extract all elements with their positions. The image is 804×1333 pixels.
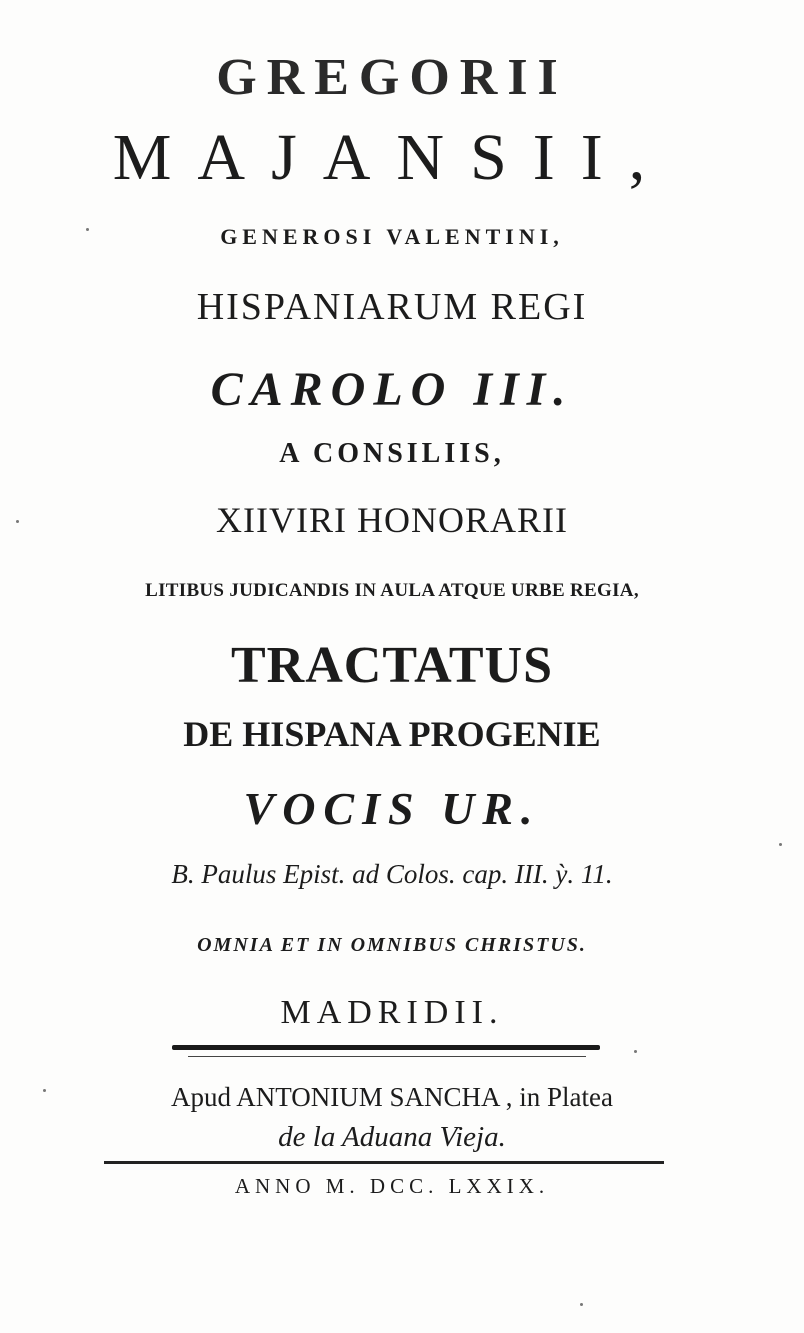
work-title: TRACTATUS	[230, 637, 553, 694]
imprint-rule	[104, 1161, 664, 1164]
paper-speck	[16, 520, 19, 523]
paper-speck	[634, 1050, 637, 1053]
imprint-printer: Apud ANTONIUM SANCHA , in Platea	[170, 1082, 613, 1112]
work-subject: VOCIS UR.	[243, 783, 541, 834]
imprint-place: MADRIDII.	[280, 994, 504, 1031]
paper-speck	[86, 228, 89, 231]
paper-speck	[43, 1089, 46, 1092]
double-rule-thin	[188, 1056, 586, 1057]
paper-speck	[779, 843, 782, 846]
imprint-year: ANNO M. DCC. LXXIX.	[234, 1174, 550, 1198]
author-office-line-4: LITIBUS JUDICANDIS IN AULA ATQUE URBE REGIA,	[145, 580, 639, 601]
king-name: CAROLO III.	[210, 363, 574, 416]
work-subtitle: DE HISPANA PROGENIE	[183, 714, 601, 754]
epigraph-reference: B. Paulus Epist. ad Colos. cap. III. ỳ. 11.	[171, 859, 613, 889]
author-origin: GENEROSI VALENTINI,	[220, 224, 564, 249]
imprint-printer-address: de la Aduana Vieja.	[278, 1121, 506, 1153]
epigraph-text: OMNIA ET IN OMNIBUS CHRISTUS.	[197, 934, 587, 956]
author-given-name: GREGORII	[216, 49, 568, 106]
author-office-line-3: XIIVIRI HONORARII	[216, 500, 568, 540]
double-rule-thick	[172, 1045, 600, 1050]
paper-speck	[580, 1303, 583, 1306]
author-office-line-2: A CONSILIIS,	[279, 438, 505, 469]
author-family-name: MAJANSII,	[112, 121, 672, 194]
author-office-line-1: HISPANIARUM REGI	[196, 286, 588, 328]
